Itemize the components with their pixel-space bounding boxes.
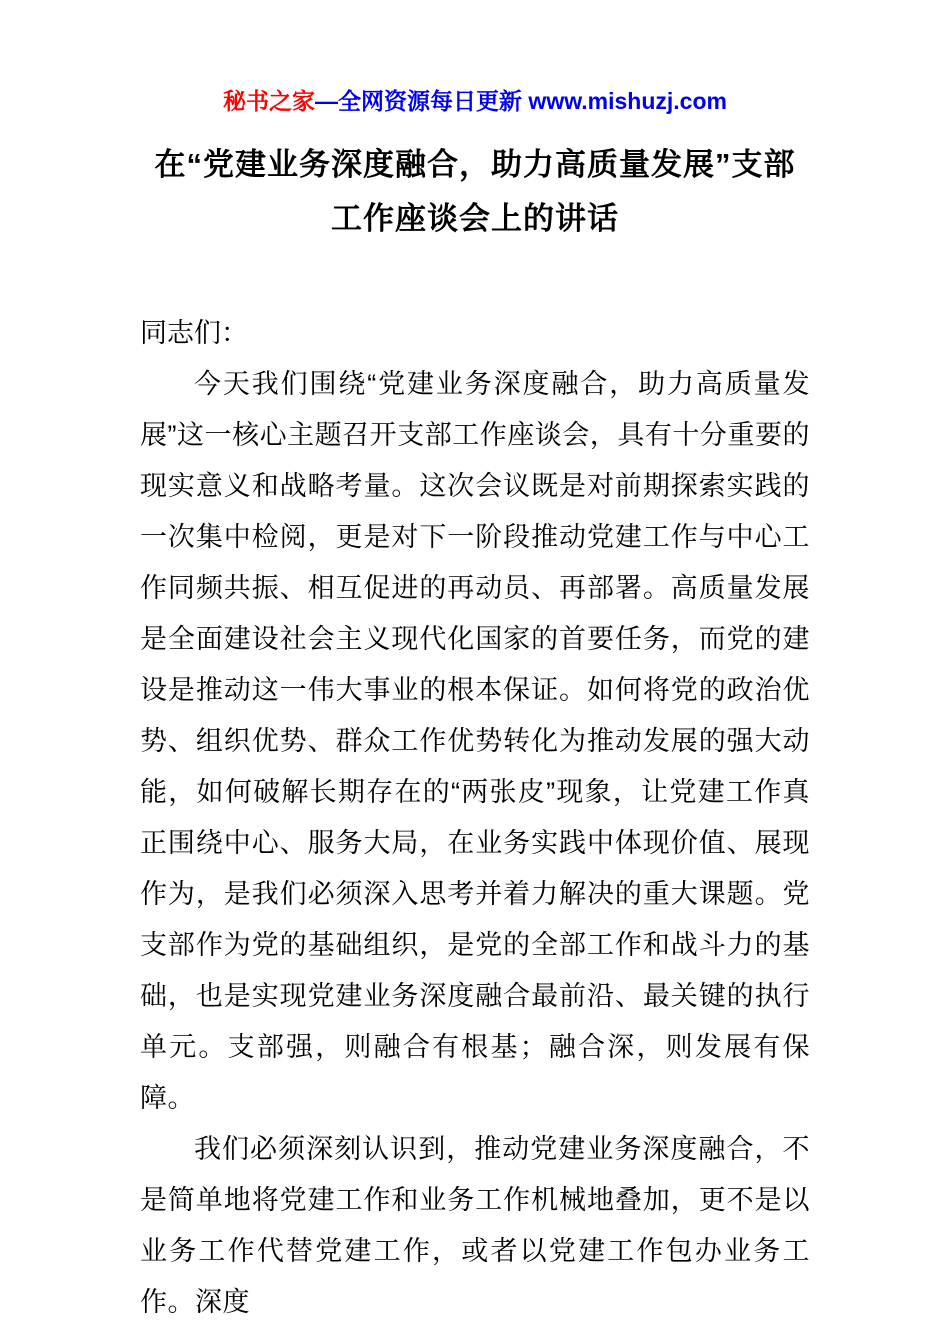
salutation: 同志们： — [140, 318, 248, 348]
document-title: 在“党建业务深度融合，助力高质量发展”支部工作座谈会上的讲话 — [154, 147, 796, 236]
site-tagline: —全网资源每日更新 www.mishuzj.com — [315, 88, 727, 114]
paragraph-2: 我们必须深刻认识到，推动党建业务深度融合，不是简单地将党建工作和业务工作机械地叠加，更不是以业务工作代替党建工作，或者以党建工作包办业务工作。深度 — [140, 1134, 810, 1317]
site-header — [140, 86, 810, 116]
site-brand: 秘书之家 — [223, 88, 316, 114]
paragraph-1: 今天我们围绕“党建业务深度融合，助力高质量发展”这一核心主题召开支部工作座谈会，具有十分重要的现实意义和战略考量。这次会议既是对前期探索实践的一次集中检阅，更是对下一阶段推动党建工作与中心工作同频共振、相互促进的再动员、再部署。高质量发展是全面建设社会主义现代化国家的首要任务，而党的建设是推动这一伟大事业的根本保证。如何将党的政治优势、组织优势、群众工作优势转化为推动发展的强大动能，如何破解长期存在的“两张皮”现象，让党建工作真正围绕中心、服务大局，在业务实践中体现价值、展现作为，是我们必须深入思考并着力解决的重大课题。党支部作为党的基础组织，是党的全部工作和战斗力的基础，也是实现党建业务深度融合最前沿、最关键的执行单元。支部强，则融合有根基；融合深，则发展有保障。 — [140, 369, 810, 1113]
